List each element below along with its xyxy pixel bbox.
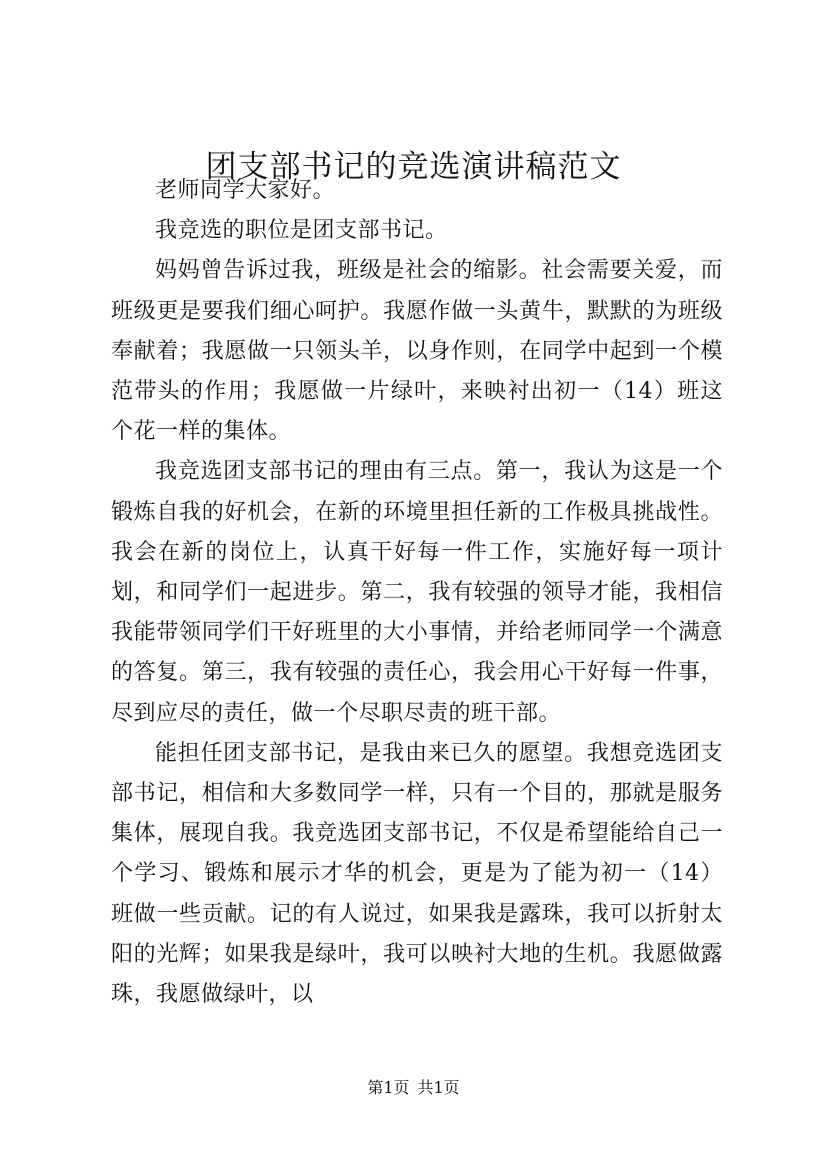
page-total: 共1页 xyxy=(417,1078,460,1097)
paragraph-position: 我竞选的职位是团支部书记。 xyxy=(155,218,448,244)
page-footer xyxy=(0,1076,827,1100)
paragraph-reasons: 我竞选团支部书记的理由有三点。第一，我认为这是一个锻炼自我的好机会，在新的环境里担任新的工作极具挑战性。我会在新的岗位上，认真干好每一件工作，实施好每一项计划，和同学们一起进步。第二，我有较强的领导才能，我相信我能带领同学们干好班里的大小事情，并给老师同学一个满意的答复。第三，我有较强的责任心，我会用心干好每一件事，尽到应尽的责任，做一个尽职尽责的班干部。 xyxy=(111,459,723,726)
page-number: 第1页 xyxy=(367,1078,410,1097)
document-title: 团支部书记的竞选演讲稿范文 xyxy=(205,149,622,185)
paragraph-motivation: 妈妈曾告诉过我，班级是社会的缩影。社会需要关爱，而班级更是要我们细心呵护。我愿作做一头黄牛，默默的为班级奉献着；我愿做一只领头羊，以身作则，在同学中起到一个模范带头的作用；我愿做一片绿叶，来映衬出初一（14）班这个花一样的集体。 xyxy=(111,258,723,445)
paragraph-greeting: 老师同学大家好。 xyxy=(155,178,336,203)
paragraph-aspiration: 能担任团支部书记，是我由来已久的愿望。我想竞选团支部书记，相信和大多数同学一样，只有一个目的，那就是服务集体，展现自我。我竞选团支部书记，不仅是希望能给自己一个学习、锻炼和展示才华的机会，更是为了能为初一（14）班做一些贡献。记的有人说过，如果我是露珠，我可以折射太阳的光辉；如果我是绿叶，我可以映衬大地的生机。我愿做露珠，我愿做绿叶，以 xyxy=(111,740,723,1008)
document-body xyxy=(111,171,723,1015)
